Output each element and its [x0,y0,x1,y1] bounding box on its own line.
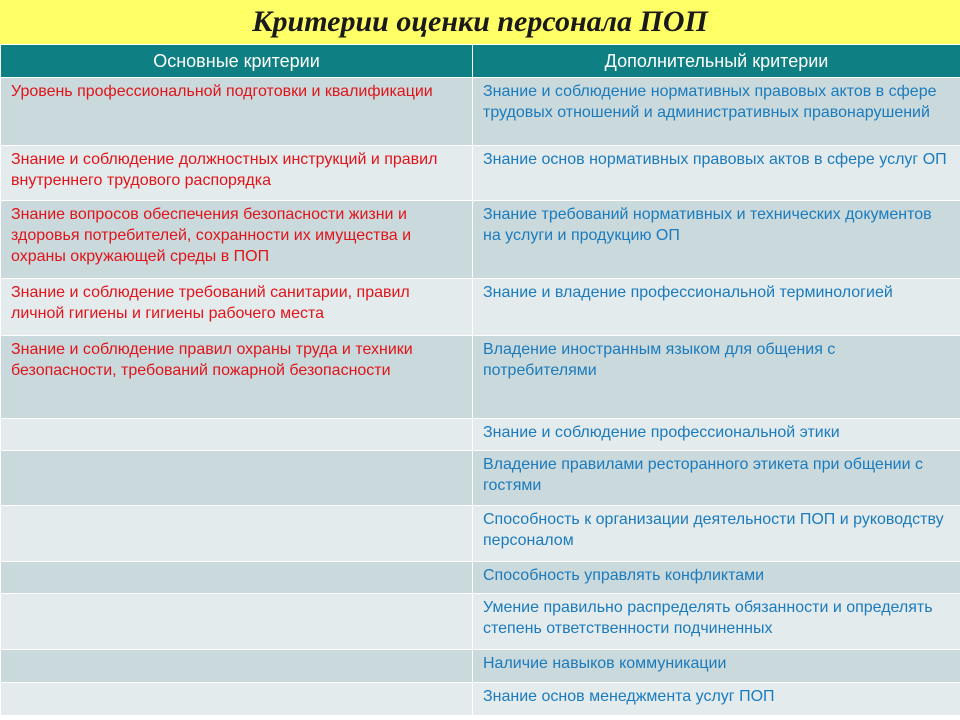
table-row [1,78,960,146]
table-row [1,451,960,506]
table-header-row [1,45,960,78]
title-bar [0,0,960,44]
main-criterion: Знание вопросов обеспечения безопасности жизни и здоровья потребителей, сохранности их имущества и охраны окружающей среды в ПОП [1,201,473,279]
main-criterion [1,451,473,506]
extra-criterion: Знание и соблюдение нормативных правовых актов в сфере трудовых отношений и административных правонарушений [473,78,960,146]
extra-criterion: Наличие навыков коммуникации [473,650,960,683]
main-criterion: Знание и соблюдение должностных инструкций и правил внутреннего трудового распорядка [1,146,473,201]
main-criterion [1,562,473,594]
table-row [1,562,960,594]
extra-criterion: Знание основ менеджмента услуг ПОП [473,683,960,716]
main-criterion: Знание и соблюдение правил охраны труда и техники безопасности, требований пожарной безопасности [1,336,473,419]
table-row [1,146,960,201]
header-extra-criteria: Дополнительный критерии [473,45,960,78]
extra-criterion: Знание требований нормативных и технических документов на услуги и продукцию ОП [473,201,960,279]
main-criterion [1,594,473,650]
page-title: Критерии оценки персонала ПОП [252,5,708,38]
table-row [1,201,960,279]
extra-criterion: Умение правильно распределять обязанности и определять степень ответственности подчиненных [473,594,960,650]
table-row [1,650,960,683]
extra-criterion: Знание и соблюдение профессиональной этики [473,419,960,451]
table-row [1,336,960,419]
extra-criterion: Способность к организации деятельности ПОП и руководству персоналом [473,506,960,562]
table-row [1,506,960,562]
main-criterion [1,506,473,562]
main-criterion [1,419,473,451]
header-main-criteria: Основные критерии [1,45,473,78]
extra-criterion: Знание и владение профессиональной терминологией [473,279,960,336]
extra-criterion: Владение правилами ресторанного этикета при общении с гостями [473,451,960,506]
main-criterion: Уровень профессиональной подготовки и квалификации [1,78,473,146]
main-criterion: Знание и соблюдение требований санитарии, правил личной гигиены и гигиены рабочего места [1,279,473,336]
criteria-table [0,44,960,716]
extra-criterion: Знание основ нормативных правовых актов в сфере услуг ОП [473,146,960,201]
table-row [1,419,960,451]
extra-criterion: Владение иностранным языком для общения с потребителями [473,336,960,419]
main-criterion [1,650,473,683]
extra-criterion: Способность управлять конфликтами [473,562,960,594]
main-criterion [1,683,473,716]
table-row [1,279,960,336]
table-row [1,683,960,716]
table-row [1,594,960,650]
